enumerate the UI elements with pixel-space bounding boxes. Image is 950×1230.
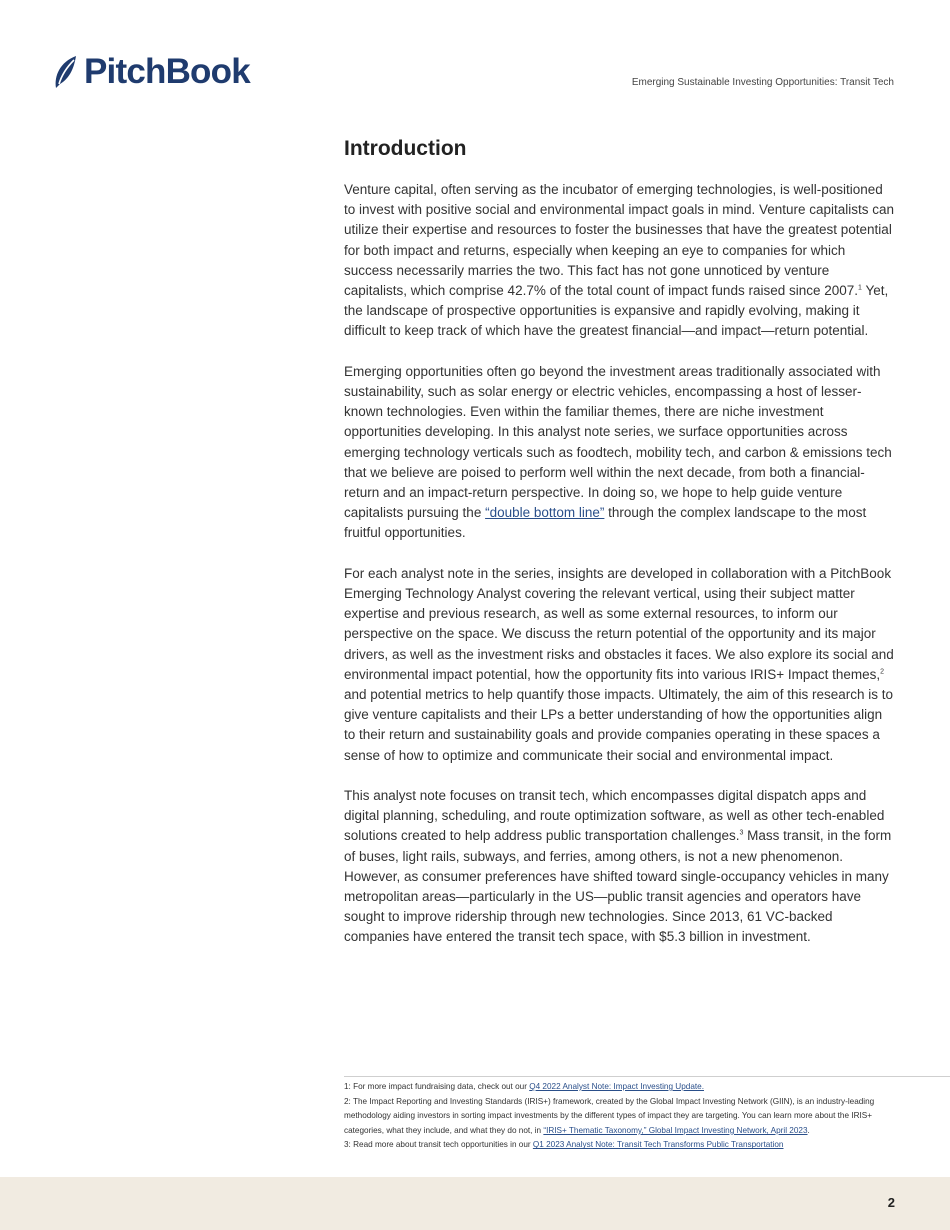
footnote-ref-1: 1 xyxy=(858,284,862,292)
paragraph-4: This analyst note focuses on transit tech, which encompasses digital dispatch apps and digital planning, scheduling, and route optimization software, as well as other tech-enabled solutions created to help address public transportation challenges.$^3$ Mass transit, in the form of buses, light rails, subways, and ferries, among others, is not a new phenomenon. However, as consumer preferences have shifted toward single-occupancy vehicles in many metropolitan areas—particularly in the US—public transit agencies and operators have sought to improve ridership through new technologies. Since 2013, 61 VC-backed companies have entered the transit tech space, with $5.3 billion in investment. xyxy=(344,788,892,945)
footnote-3-link[interactable]: Q1 2023 Analyst Note: Transit Tech Transforms Public Transportation xyxy=(532,1140,784,1150)
footnotes xyxy=(344,1080,892,1153)
footnote-1: 1: For more impact fundraising data, check out our Q4 2022 Analyst Note: Impact Investing Update. xyxy=(344,1082,704,1091)
paragraph-3: For each analyst note in the series, insights are developed in collaboration with a PitchBook Emerging Technology Analyst covering the relevant vertical, using their subject matter expertise and previous research, as well as some external resources, to inform our perspective on the space. We discuss the return potential of the opportunity and its major drivers, as well as the investment risks and obstacles it faces. We also explore its social and environmental impact potential, how the opportunity fits into various IRIS+ Impact themes,$^2$ and potential metrics to help quantify those impacts. Ultimately, the aim of this research is to give venture capitalists and their LPs a better understanding of how the opportunities align to their return and sustainability goals and provide companies operating in these spaces a sense of how to optimize and communicate their social and environmental impact. xyxy=(344,565,894,763)
footnote-2-link[interactable]: “IRIS+ Thematic Taxonomy,” Global Impact Investing Network, April 2023 xyxy=(543,1125,808,1135)
logo-wordmark: PitchBook xyxy=(84,52,250,91)
footnote-3: 3: Read more about transit tech opportunities in our Q1 2023 Analyst Note: Transit Tech Transforms Public Transportation xyxy=(344,1140,784,1150)
paragraph-2: Emerging opportunities often go beyond the investment areas traditionally associated with sustainability, such as solar energy or electric vehicles, encompassing a host of lesser-known technologies. Even within the familiar themes, there are niche investment opportunities developing. In this analyst note series, we surface opportunities across emerging technology verticals such as foodtech, mobility tech, and carbon & emissions tech that we believe are poised to perform well within the next decade, from both a financial-return and an impact-return perspective. In doing so, we hope to help guide venture capitalists pursuing the “double bottom line” through the complex landscape to the most fruitful opportunities. xyxy=(344,363,892,541)
footnote-divider xyxy=(344,1076,950,1077)
pitchbook-logo xyxy=(50,52,250,92)
section-title: Introduction xyxy=(344,137,467,160)
pitchbook-leaf-icon xyxy=(50,54,80,90)
footnote-2: 2: The Impact Reporting and Investing Standards (IRIS+) framework, created by the Global Impact Investing Network (GIIN), is an industry-leading methodology aiding investors in sorting impact investments by the different types of impact they are targeting. You can learn more about the IRIS+ categories, what they include, and what they do not, in “IRIS+ Thematic Taxonomy,” Global Impact Investing Network, April 2023. xyxy=(344,1096,875,1135)
paragraph-1: Venture capital, often serving as the incubator of emerging technologies, is well-positioned to invest with positive social and environmental impact goals in mind. Venture capitalists can utilize their expertise and resources to foster the businesses that have the greatest potential for both impact and returns, especially when keeping an eye to companies for which success necessarily marries the two. This fact has not gone unnoticed by venture capitalists, which comprise 42.7% of the total count of impact funds raised since 2007.$^1$ Yet, the landscape of prospective opportunities is expansive and rapidly evolving, making it difficult to keep track of which have the greatest financial—and impact—return potential. xyxy=(344,182,895,339)
footnote-ref-3: 3 xyxy=(739,829,744,837)
double-bottom-line-link[interactable]: “double bottom line” xyxy=(485,505,605,521)
page-number: 2 xyxy=(887,1195,895,1210)
main-content xyxy=(344,136,896,968)
footnote-1-link[interactable]: Q4 2022 Analyst Note: Impact Investing Update. xyxy=(529,1082,704,1091)
page-footer xyxy=(0,1177,950,1230)
footnote-ref-2: 2 xyxy=(880,668,885,676)
report-title: Emerging Sustainable Investing Opportunities: Transit Tech xyxy=(631,77,894,88)
